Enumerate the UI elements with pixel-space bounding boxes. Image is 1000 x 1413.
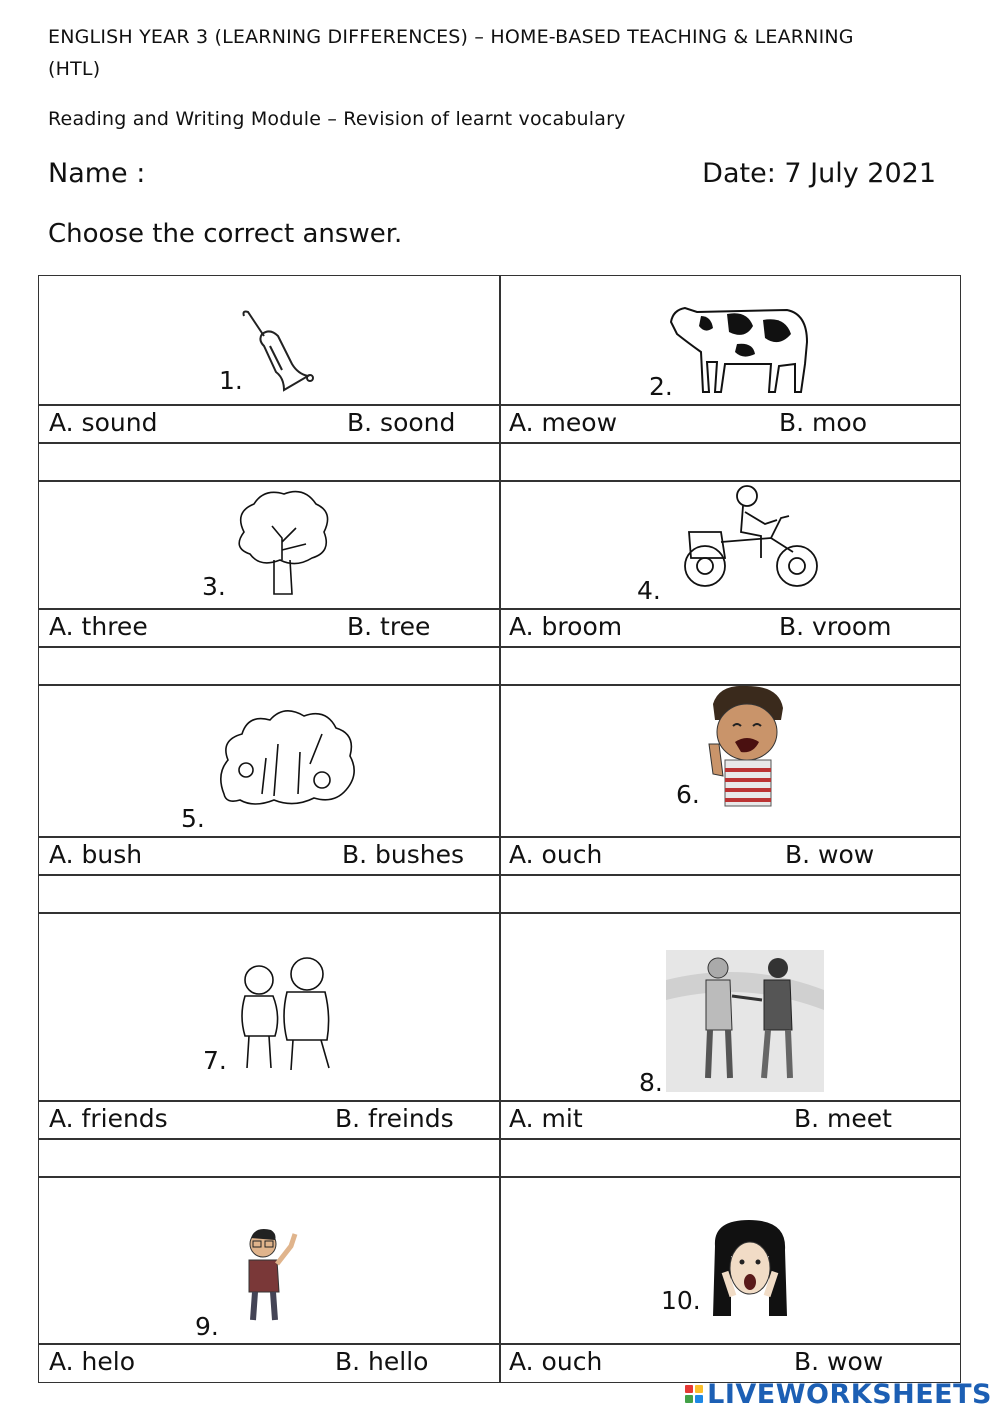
logo-square-icon	[695, 1395, 703, 1403]
motorcycle-picture	[681, 482, 821, 590]
tree-picture	[224, 482, 340, 598]
bell-picture	[234, 306, 324, 396]
question-number: 8.	[639, 1068, 663, 1097]
question-number: 7.	[203, 1046, 227, 1075]
option-b[interactable]: B. bushes	[342, 840, 465, 869]
logo-square-icon	[685, 1385, 693, 1393]
row-divider	[39, 442, 960, 444]
meeting-boys-picture	[666, 950, 824, 1092]
question-number: 1.	[219, 366, 243, 395]
option-b[interactable]: B. tree	[347, 612, 431, 641]
question-number: 3.	[202, 572, 226, 601]
question-number: 10.	[661, 1286, 701, 1315]
option-a[interactable]: A. mit	[509, 1104, 583, 1133]
surprised-girl-picture	[703, 1216, 797, 1318]
question-number: 9.	[195, 1312, 219, 1341]
row-divider	[39, 912, 960, 914]
logo-mark-icon	[685, 1385, 703, 1403]
logo-square-icon	[685, 1395, 693, 1403]
option-a[interactable]: A. three	[49, 612, 148, 641]
name-label: Name :	[48, 158, 146, 189]
friends-picture	[231, 956, 339, 1074]
option-a[interactable]: A. bush	[49, 840, 143, 869]
option-b[interactable]: B. moo	[779, 408, 867, 437]
option-a[interactable]: A. ouch	[509, 1347, 603, 1376]
question-grid	[38, 275, 961, 1383]
cow-picture	[667, 292, 817, 400]
bush-picture	[214, 704, 360, 808]
date-label: Date: 7 July 2021	[702, 158, 936, 189]
row-divider	[39, 1138, 960, 1140]
row-divider	[39, 1343, 960, 1345]
module-title: Reading and Writing Module – Revision of learnt vocabulary	[48, 108, 626, 130]
waving-boy-picture	[237, 1226, 301, 1324]
row-divider	[39, 1176, 960, 1178]
header-title: ENGLISH YEAR 3 (LEARNING DIFFERENCES) – HOME-BASED TEACHING & LEARNING	[48, 26, 854, 48]
logo-text: LIVEWORKSHEETS	[707, 1378, 992, 1410]
row-divider	[39, 874, 960, 876]
row-divider	[39, 608, 960, 610]
row-divider	[39, 684, 960, 686]
option-b[interactable]: B. wow	[785, 840, 875, 869]
option-b[interactable]: B. vroom	[779, 612, 892, 641]
header-subtitle: (HTL)	[48, 58, 101, 80]
option-b[interactable]: B. soond	[347, 408, 456, 437]
crying-boy-picture	[699, 684, 795, 808]
option-a[interactable]: A. friends	[49, 1104, 168, 1133]
liveworksheets-logo	[685, 1376, 992, 1412]
option-b[interactable]: B. meet	[794, 1104, 892, 1133]
option-a[interactable]: A. broom	[509, 612, 623, 641]
option-a[interactable]: A. meow	[509, 408, 618, 437]
question-number: 5.	[181, 804, 205, 833]
option-a[interactable]: A. helo	[49, 1347, 136, 1376]
option-b[interactable]: B. freinds	[335, 1104, 454, 1133]
option-b[interactable]: B. hello	[335, 1347, 429, 1376]
row-divider	[39, 480, 960, 482]
row-divider	[39, 646, 960, 648]
option-b[interactable]: B. wow	[794, 1347, 884, 1376]
option-a[interactable]: A. sound	[49, 408, 158, 437]
question-number: 6.	[676, 780, 700, 809]
logo-square-icon	[695, 1385, 703, 1393]
option-a[interactable]: A. ouch	[509, 840, 603, 869]
row-divider	[39, 1100, 960, 1102]
instruction: Choose the correct answer.	[48, 219, 403, 249]
question-number: 2.	[649, 372, 673, 401]
row-divider	[39, 404, 960, 406]
row-divider	[39, 836, 960, 838]
question-number: 4.	[637, 576, 661, 605]
